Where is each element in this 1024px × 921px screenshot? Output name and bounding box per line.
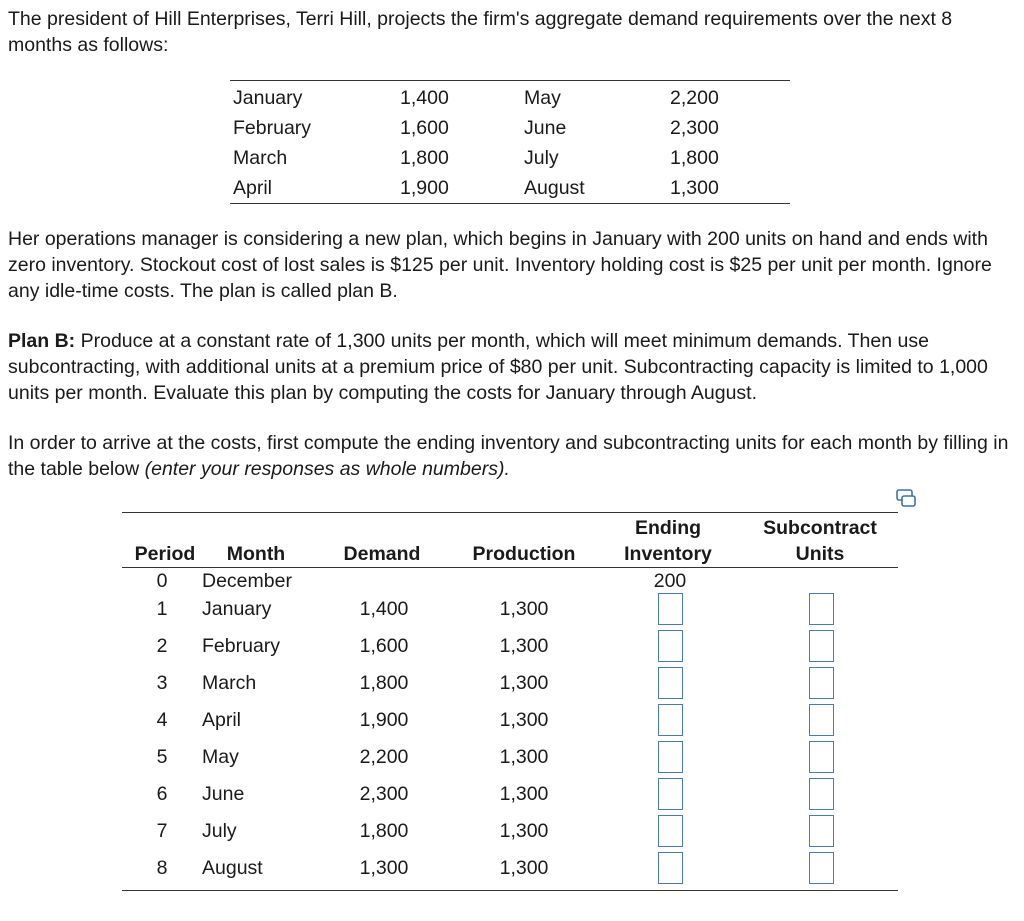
subcontract-units-input[interactable] [809,667,834,699]
ending-inventory-input[interactable] [658,667,683,699]
header-ending-inventory [612,515,724,567]
month-cell: July [202,820,237,842]
table-bottom-rule [122,890,898,891]
copy-icon[interactable] [896,489,916,507]
header-ending-line2: Inventory [624,543,712,565]
header-period: Period [134,543,196,565]
demand-month: July [524,147,559,169]
ending-inventory-input[interactable] [658,741,683,773]
table-row [122,591,898,627]
demand-cell: 1,600 [359,635,409,657]
demand-cell: 1,800 [359,820,409,842]
demand-month: August [524,177,585,199]
demand-month: January [233,87,303,109]
demand-value: 2,300 [670,117,719,139]
period-cell: 5 [156,746,168,768]
subcontract-units-input[interactable] [809,852,834,884]
table-row [122,739,898,775]
period-cell: 7 [156,820,168,842]
period-cell: 2 [156,635,168,657]
demand-month: March [233,147,288,169]
demand-cell: 1,900 [359,709,409,731]
production-cell: 1,300 [499,783,549,805]
demand-row [230,83,790,113]
production-cell: 1,300 [499,709,549,731]
demand-row [230,113,790,143]
production-cell: 1,300 [499,635,549,657]
instruction-paragraph [8,430,1018,482]
initial-inventory-value: 200 [653,570,687,592]
subcontract-units-input[interactable] [809,593,834,625]
header-demand: Demand [343,543,421,565]
plan-b-text: Produce at a constant rate of 1,300 units per month, which will meet minimum demands. Then use subcontracting, with additional units at a premium price of $80 per unit. Subcontracting capacity is limited to 1,000 units per month. Evaluate this plan by computing the costs for January through August. [8,330,988,404]
subcontract-units-input[interactable] [809,778,834,810]
month-cell: August [202,857,263,879]
plan-b-label: Plan B: [8,330,76,352]
demand-month: April [233,177,273,199]
demand-value: 1,800 [400,147,449,169]
period-cell: 4 [156,709,168,731]
period-cell: 8 [156,857,168,879]
month-cell: March [202,672,257,694]
subcontract-units-input[interactable] [809,630,834,662]
demand-value: 1,400 [400,87,449,109]
table-row [122,850,898,886]
demand-cell: 2,200 [359,746,409,768]
demand-value: 1,900 [400,177,449,199]
header-subcontract-units [746,515,894,567]
period-cell: 1 [156,598,168,620]
plan-b-paragraph [8,328,1018,406]
demand-month: February [233,117,312,139]
instruction-italic: (enter your responses as whole numbers). [144,458,510,480]
demand-cell: 1,300 [359,857,409,879]
subcontract-units-input[interactable] [809,741,834,773]
header-ending-line1: Ending [634,517,702,539]
production-cell: 1,300 [499,598,549,620]
demand-cell: 2,300 [359,783,409,805]
demand-value: 1,800 [670,147,719,169]
table-top-rule [122,512,898,513]
demand-row [230,173,790,203]
month-cell: December [202,570,292,592]
demand-cell: 1,400 [359,598,409,620]
table-row [122,628,898,664]
demand-value: 1,600 [400,117,449,139]
subcontract-units-input[interactable] [809,704,834,736]
ending-inventory-input[interactable] [658,778,683,810]
production-cell: 1,300 [499,672,549,694]
ending-inventory-input[interactable] [658,815,683,847]
header-sub-line2: Units [795,543,845,565]
demand-value: 2,200 [670,87,719,109]
intro-paragraph: The president of Hill Enterprises, Terri Hill, projects the firm's aggregate demand requirements over the next 8 months as follows: [8,8,953,56]
production-cell: 1,300 [499,820,549,842]
instruction-text: In order to arrive at the costs, first compute the ending inventory and subcontracting units for each month by filling in the table below [8,432,1009,480]
demand-month: May [524,87,561,109]
table-row [122,776,898,812]
subcontract-units-input[interactable] [809,815,834,847]
demand-row [230,143,790,173]
ending-inventory-input[interactable] [658,704,683,736]
period-cell: 0 [156,570,168,592]
table-row [122,702,898,738]
production-cell: 1,300 [499,857,549,879]
demand-month: June [524,117,567,139]
period-cell: 3 [156,672,168,694]
month-cell: April [202,709,242,731]
ending-inventory-input[interactable] [658,852,683,884]
production-cell: 1,300 [499,746,549,768]
ending-inventory-input[interactable] [658,593,683,625]
table-row [122,813,898,849]
demand-cell: 1,800 [359,672,409,694]
header-sub-line1: Subcontract [763,517,877,539]
header-month: Month [226,543,286,565]
plan-b-table [122,512,898,892]
month-cell: June [202,783,245,805]
header-production: Production [472,543,576,565]
manager-paragraph: Her operations manager is considering a new plan, which begins in January with 200 units on hand and ends with zero inventory. Stockout cost of lost sales is $125 per unit. Inventory holding cost is $25 per unit per month. Ignore any idle-time costs. The plan is called plan B. [8,228,992,302]
period-cell: 6 [156,783,168,805]
ending-inventory-input[interactable] [658,630,683,662]
table-row [122,665,898,701]
month-cell: May [202,746,239,768]
month-cell: February [202,635,281,657]
demand-forecast-table [230,80,790,204]
demand-value: 1,300 [670,177,719,199]
month-cell: January [202,598,272,620]
